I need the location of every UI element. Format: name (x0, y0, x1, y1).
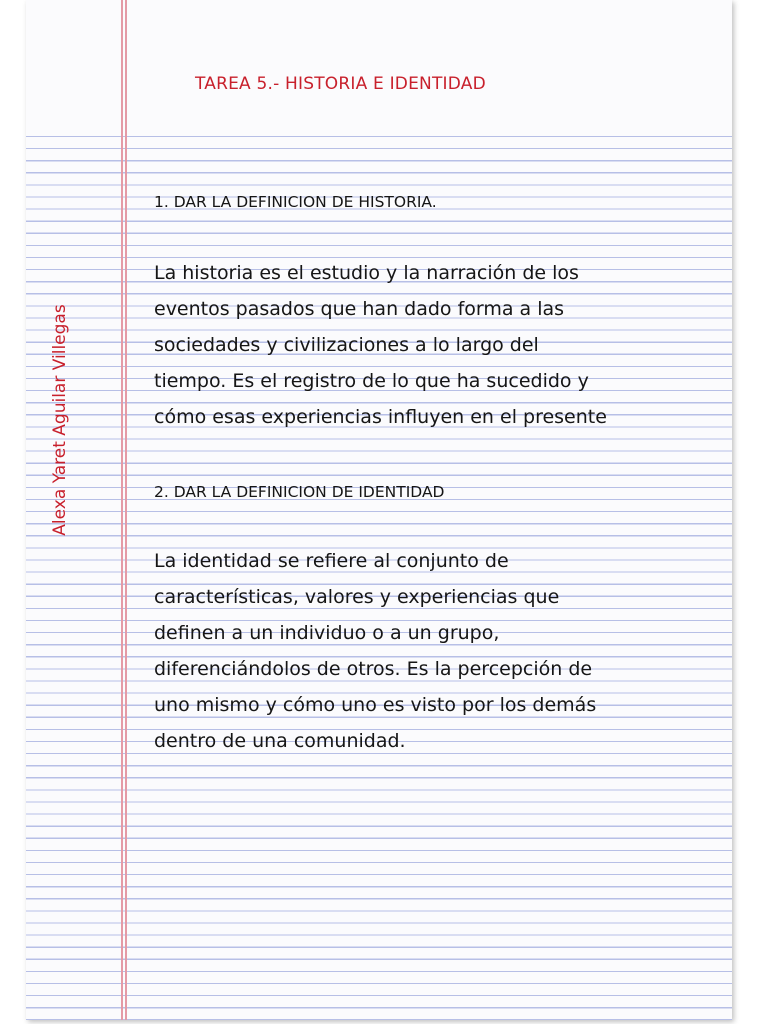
margin-line (125, 0, 127, 1020)
author-name: Alexa Yaret Aguilar Villegas (50, 304, 70, 536)
answer-line: sociedades y civilizaciones a lo largo del (154, 334, 539, 356)
answer-line: diferenciándolos de otros. Es la percepción de (154, 658, 593, 680)
page-header-area (26, 0, 732, 125)
answer-line: La identidad se refiere al conjunto de (154, 550, 509, 572)
question-heading: 1. DAR LA DEFINICION DE HISTORIA. (154, 193, 437, 211)
answer-line: definen a un individuo o a un grupo, (154, 622, 500, 644)
answer-line: uno mismo y cómo uno es visto por los demás (154, 694, 597, 716)
answer-line: cómo esas experiencias influyen en el presente (154, 406, 607, 428)
answer-line: características, valores y experiencias que (154, 586, 560, 608)
page-title: TAREA 5.- HISTORIA E IDENTIDAD (195, 74, 486, 94)
answer-line: dentro de una comunidad. (154, 730, 406, 752)
notebook-page (26, 0, 732, 1020)
answer-line: La historia es el estudio y la narración de los (154, 262, 579, 284)
answer-line: eventos pasados que han dado forma a las (154, 298, 565, 320)
answer-paragraph (154, 255, 607, 435)
answer-line: tiempo. Es el registro de lo que ha sucedido y (154, 370, 589, 392)
answer-paragraph (154, 543, 596, 759)
margin-line (121, 0, 123, 1020)
question-heading: 2. DAR LA DEFINICION DE IDENTIDAD (154, 483, 445, 501)
